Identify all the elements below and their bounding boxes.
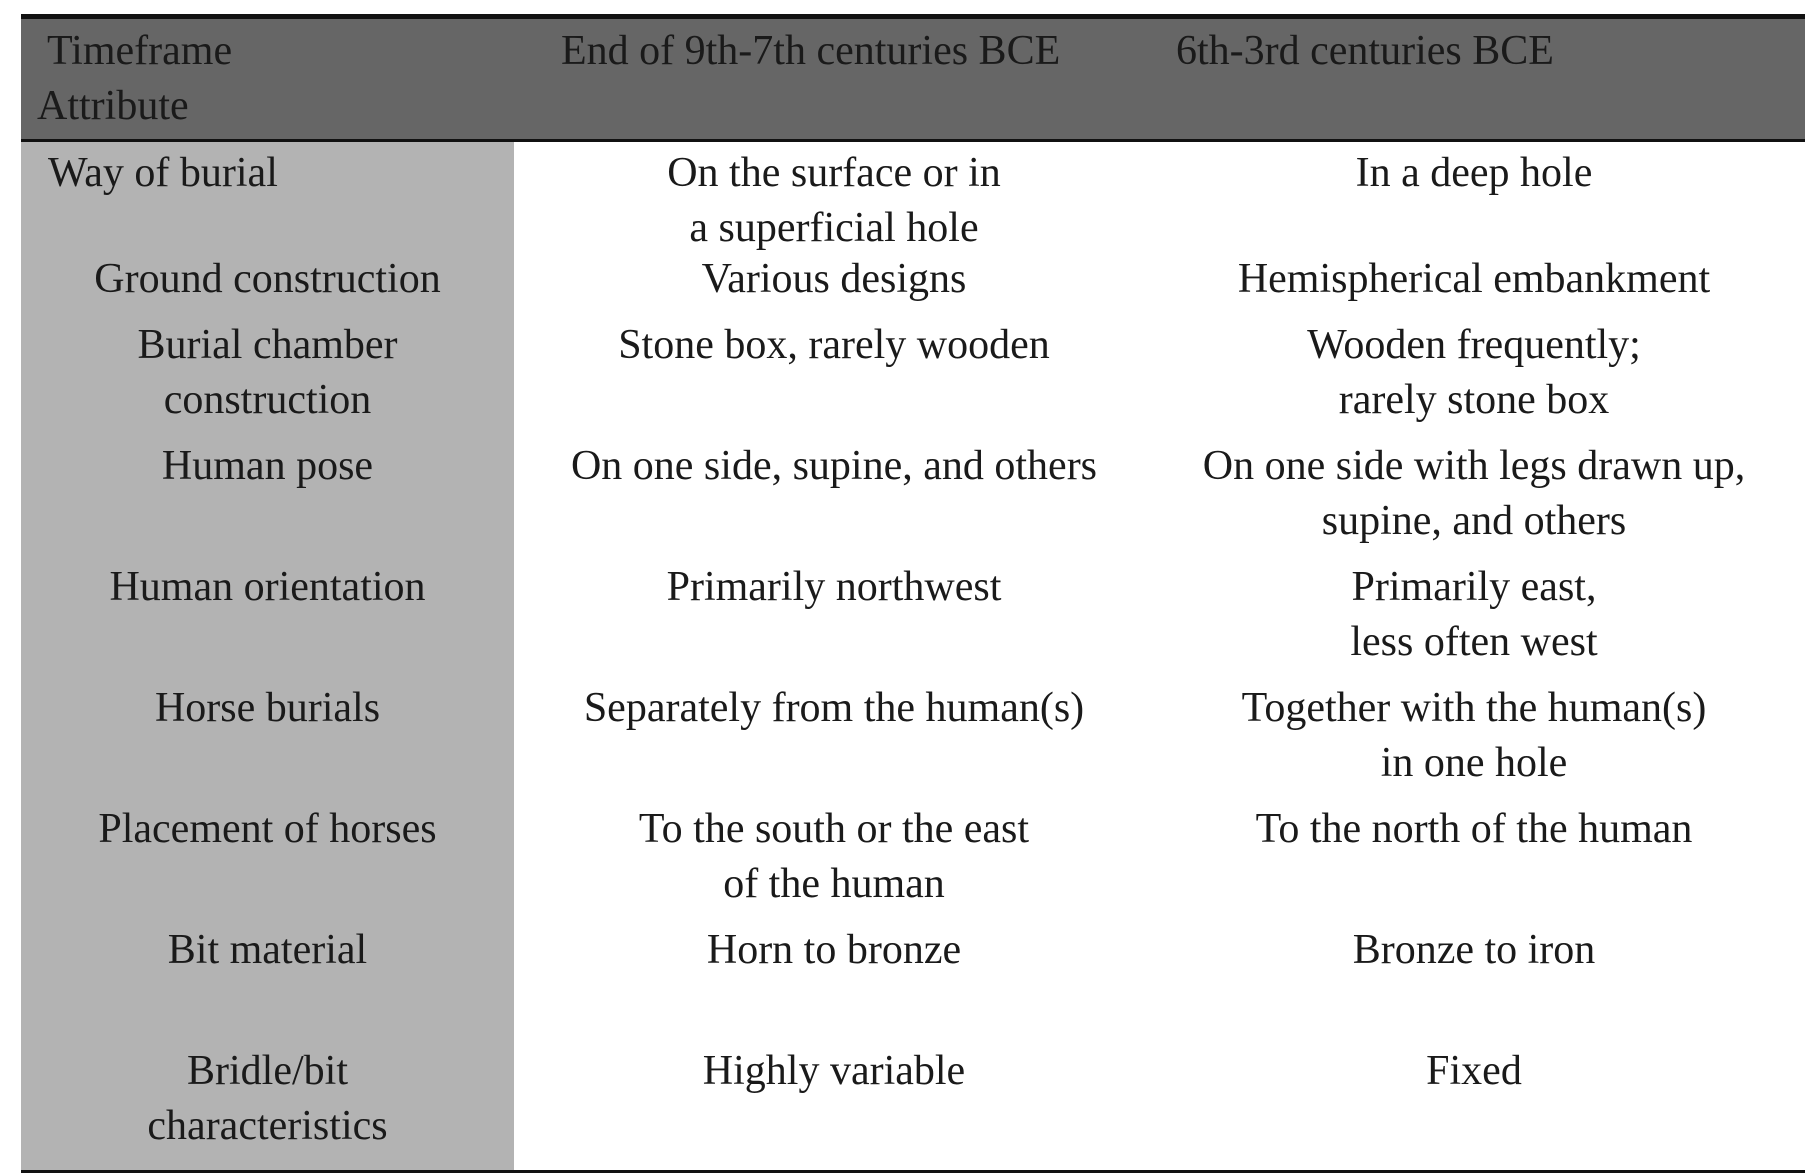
row-attribute: Human orientation — [109, 564, 426, 610]
header-attribute-cell — [37, 24, 497, 134]
row-attribute: Placement of horses — [98, 806, 437, 852]
row-late-value: Together with the human(s) in one hole — [1241, 685, 1707, 786]
header-col-early: End of 9th-7th centuries BCE — [561, 28, 1061, 74]
row-early-value: Separately from the human(s) — [583, 685, 1085, 731]
row-early-value: On the surface or in a superficial hole — [667, 150, 1001, 251]
header-col-late: 6th-3rd centuries BCE — [1176, 28, 1554, 74]
row-attribute: Burial chamber construction — [137, 322, 398, 423]
row-attribute: Way of burial — [48, 150, 278, 196]
row-late-value: To the north of the human — [1255, 806, 1693, 852]
row-late-value: Wooden frequently; rarely stone box — [1307, 322, 1641, 423]
table-header — [21, 19, 1805, 139]
row-late-value: On one side with legs drawn up, supine, and others — [1202, 443, 1746, 544]
row-late-value: Fixed — [1426, 1048, 1522, 1094]
comparison-table — [21, 14, 1805, 1175]
row-attribute: Ground construction — [94, 256, 441, 302]
row-late-value: Primarily east, less often west — [1350, 564, 1598, 665]
row-early-value: Primarily northwest — [666, 564, 1002, 610]
row-attribute: Bridle/bit characteristics — [147, 1048, 388, 1149]
header-attribute-label: Attribute — [37, 83, 189, 129]
row-early-value: Horn to bronze — [706, 927, 962, 973]
row-early-value: On one side, supine, and others — [570, 443, 1098, 489]
row-late-value: Hemispherical embankment — [1237, 256, 1711, 302]
table-bottom-rule — [21, 1170, 1805, 1173]
row-attribute: Horse burials — [154, 685, 381, 731]
row-attribute: Human pose — [161, 443, 374, 489]
row-late-value: In a deep hole — [1355, 150, 1593, 196]
row-early-value: Stone box, rarely wooden — [618, 322, 1050, 368]
row-early-value: Highly variable — [702, 1048, 966, 1094]
header-timeframe-label: Timeframe — [47, 28, 233, 74]
row-late-value: Bronze to iron — [1352, 927, 1596, 973]
row-early-value: To the south or the east of the human — [638, 806, 1030, 907]
row-attribute: Bit material — [167, 927, 368, 973]
row-early-value: Various designs — [701, 256, 967, 302]
